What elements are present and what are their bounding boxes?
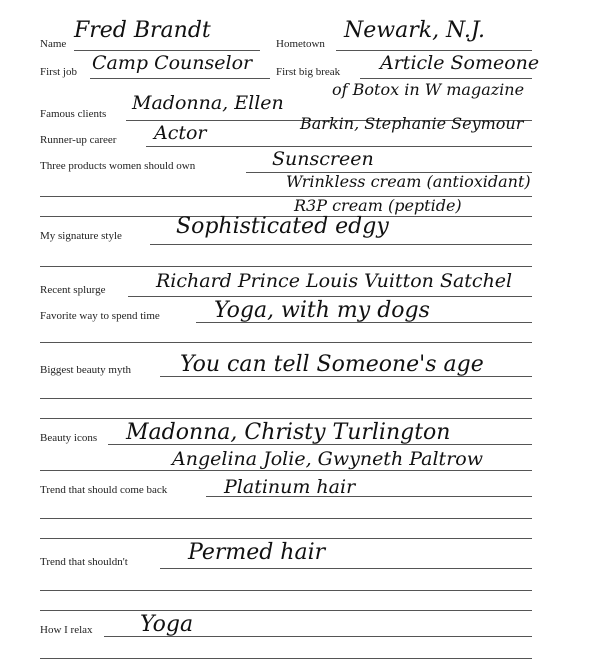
beauty-icons-line-1 [108,444,532,445]
beauty-myth-label: Biggest beauty myth [40,364,132,376]
beauty-myth-line-3 [40,418,532,419]
how-i-relax-value: Yoga [140,612,194,637]
hometown-label: Hometown [276,38,325,50]
three-products-value-3: R3P cream (peptide) [294,196,462,215]
trend-come-back-line-2 [40,518,532,519]
recent-splurge-label: Recent splurge [40,284,106,296]
first-big-break-value-continued: of Botox in W magazine [332,80,525,99]
trend-shouldnt-line [160,568,532,569]
hometown-value: Newark, N.J. [344,18,485,43]
recent-splurge-value: Richard Prince Louis Vuitton Satchel [156,270,513,292]
trend-shouldnt-label: Trend that shouldn't [40,556,128,568]
first-job-value: Camp Counselor [92,52,253,74]
trend-shouldnt-value: Permed hair [188,540,326,565]
how-i-relax-line-2 [40,658,532,659]
runner-up-career-line [146,146,532,147]
trend-come-back-label: Trend that should come back [40,484,168,496]
beauty-myth-value: You can tell Someone's age [180,352,484,377]
beauty-icons-line-2 [40,470,532,471]
signature-style-label: My signature style [40,230,122,242]
first-big-break-label: First big break [276,66,341,78]
trend-come-back-line-3 [40,538,532,539]
signature-style-line-2 [40,266,532,267]
beauty-icons-label: Beauty icons [40,432,98,444]
name-value: Fred Brandt [74,18,211,43]
beauty-icons-value-1: Madonna, Christy Turlington [126,420,451,445]
three-products-value-2: Wrinkless cream (antioxidant) [286,172,531,191]
beauty-myth-line [160,376,532,377]
first-job-label: First job [40,66,77,78]
recent-splurge-line [128,296,532,297]
famous-clients-value: Madonna, Ellen [132,92,284,114]
favorite-way-line-2 [40,342,532,343]
three-products-label: Three products women should own [40,160,196,172]
hometown-line [336,50,532,51]
runner-up-career-label: Runner-up career [40,134,117,146]
favorite-way-label: Favorite way to spend time [40,310,160,322]
first-job-line [90,78,270,79]
famous-clients-label: Famous clients [40,108,107,120]
first-big-break-line [360,78,532,79]
trend-shouldnt-line-3 [40,610,532,611]
how-i-relax-line [104,636,532,637]
beauty-myth-line-2 [40,398,532,399]
beauty-icons-value-2: Angelina Jolie, Gwyneth Paltrow [172,448,483,470]
runner-up-career-value-continued: Barkin, Stephanie Seymour [300,114,524,133]
runner-up-career-value: Actor [154,122,207,144]
three-products-value-1: Sunscreen [272,148,374,170]
trend-come-back-line [206,496,532,497]
name-label: Name [40,38,67,50]
name-line [74,50,260,51]
favorite-way-line [196,322,532,323]
first-big-break-value: Article Someone [380,52,540,74]
signature-style-line [150,244,532,245]
favorite-way-value: Yoga, with my dogs [214,298,430,323]
trend-shouldnt-line-2 [40,590,532,591]
signature-style-value: Sophisticated edgy [176,214,389,239]
how-i-relax-label: How I relax [40,624,93,636]
trend-come-back-value: Platinum hair [224,476,356,498]
